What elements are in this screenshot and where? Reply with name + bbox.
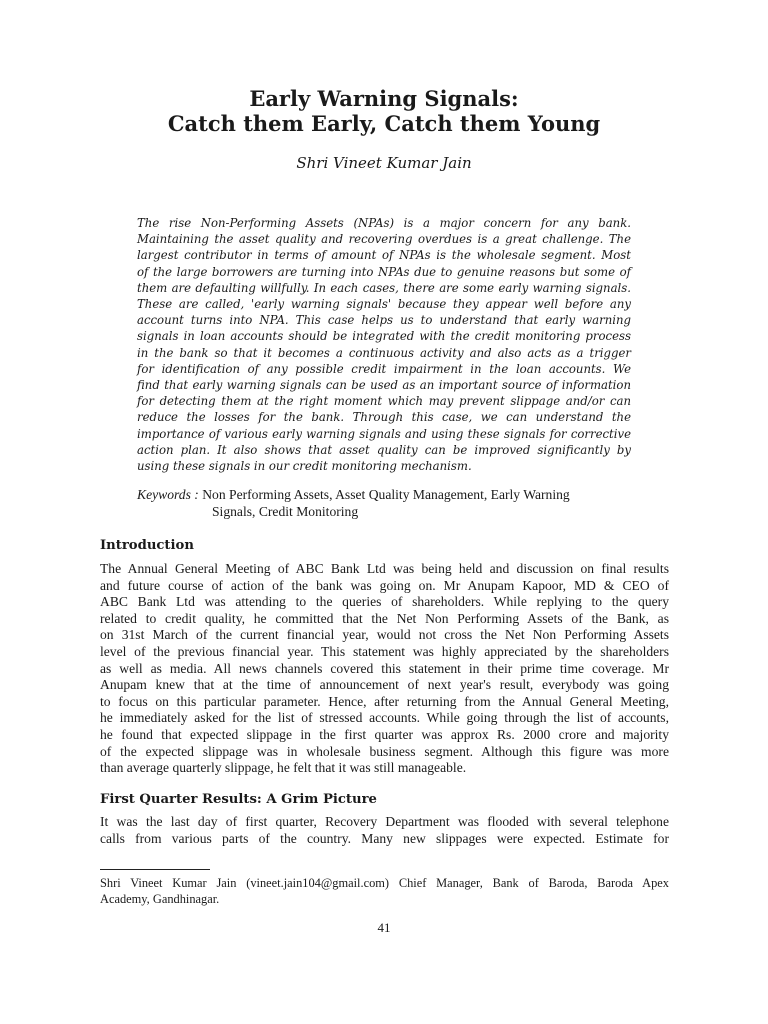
abstract-line: signals in loan accounts should be integrated with the credit monitoring process <box>137 329 631 344</box>
paragraph-line: ABC Bank Ltd was attending to the queries of shareholders. While replying to the query <box>100 594 669 610</box>
paragraph-line: than average quarterly slippage, he felt that it was still manageable. <box>100 760 467 776</box>
abstract-line: for identification of any possible credit impairment in the loan accounts. We <box>137 361 631 376</box>
paragraph-line: he found that expected slippage in the first quarter was approx Rs. 2000 crore and majority <box>100 726 669 742</box>
abstract-line: of the large borrowers are turning into NPAs due to genuine reasons but some of <box>137 264 631 279</box>
abstract-line: using these signals in our credit monitoring mechanism. <box>137 459 472 474</box>
abstract-line: These are called, 'early warning signals' because they appear well before any <box>137 297 631 312</box>
paragraph-line: level of the previous financial year. This statement was highly appreciated by the shareholders <box>100 643 669 659</box>
keywords-line-2: Signals, Credit Monitoring <box>212 504 359 519</box>
paragraph-line: calls from various parts of the country. Many new slippages were expected. Estimate for <box>100 830 669 846</box>
abstract-line: for detecting them at the right moment which may prevent slippage and/or can <box>137 394 631 409</box>
footnote-line: Academy, Gandhinagar. <box>100 892 220 906</box>
paragraph-line: as well as media. All news channels covered this statement in their prime time coverage. Mr <box>100 660 669 676</box>
section-heading-first-quarter: First Quarter Results: A Grim Picture <box>100 792 377 807</box>
paragraph-line: Anupam knew that at the time of announcement of next year's result, everybody was going <box>100 677 669 693</box>
page-number: 41 <box>377 920 391 935</box>
paragraph-line: of the expected slippage was in wholesale business segment. Although this figure was more <box>100 743 669 759</box>
abstract-line: account turns into NPA. This case helps us to understand that early warning <box>137 313 631 328</box>
abstract-line: importance of various early warning signals and using these signals for corrective <box>137 426 631 441</box>
abstract <box>137 215 631 474</box>
paragraph-line: on 31st March of the current financial year, would not cross the Net Non Performing Assets <box>100 627 669 643</box>
footnote-line: Shri Vineet Kumar Jain (vineet.jain104@gmail.com) Chief Manager, Bank of Baroda, Baroda Apex <box>100 876 669 890</box>
abstract-line: reduce the losses for the bank. Through this case, we can understand the <box>137 410 631 425</box>
keywords-line-1: Non Performing Assets, Asset Quality Management, Early Warning <box>202 487 570 502</box>
abstract-line: action plan. It also shows that asset quality can be improved significantly by <box>137 442 631 457</box>
paragraph-line: The Annual General Meeting of ABC Bank Ltd was being held and discussion on final results <box>100 561 669 576</box>
introduction-paragraph <box>100 561 669 777</box>
abstract-line: largest contributor in terms of amount of NPAs is the wholesale segment. Most <box>137 248 631 263</box>
paragraph-line: It was the last day of first quarter, Recovery Department was flooded with several telephone <box>100 814 669 829</box>
paragraph-line: and future course of action of the bank was going on. Mr Anupam Kapoor, MD & CEO of <box>100 577 669 593</box>
abstract-line: The rise Non-Performing Assets (NPAs) is a major concern for any bank. <box>137 216 631 230</box>
paragraph-line: to focus on this particular parameter. Hence, after returning from the Annual General Meeting, <box>100 693 669 709</box>
abstract-line: Maintaining the asset quality and recovering overdues is a great challenge. The <box>137 232 631 247</box>
section-heading-introduction: Introduction <box>100 538 194 553</box>
abstract-line: in the bank so that it becomes a continuous activity and also acts as a trigger <box>137 345 631 360</box>
title-line-2: Catch them Early, Catch them Young <box>167 111 601 136</box>
title-line-1: Early Warning Signals: <box>249 86 519 111</box>
keywords <box>137 486 637 520</box>
first-quarter-paragraph <box>100 814 669 847</box>
footnote-rule <box>100 869 210 870</box>
paragraph-line: he immediately asked for the list of stressed accounts. While going through the list of accounts, <box>100 710 669 726</box>
paragraph-line: related to credit quality, he committed that the Net Non Performing Assets of the Bank, as <box>100 610 669 626</box>
footnote <box>100 875 669 907</box>
author-name: Shri Vineet Kumar Jain <box>296 154 472 172</box>
abstract-line: them are defaulting willfully. In each cases, there are some early warning signals. <box>137 280 631 295</box>
keywords-label: Keywords : <box>137 487 199 502</box>
abstract-line: find that early warning signals can be used as an important source of information <box>137 378 631 393</box>
